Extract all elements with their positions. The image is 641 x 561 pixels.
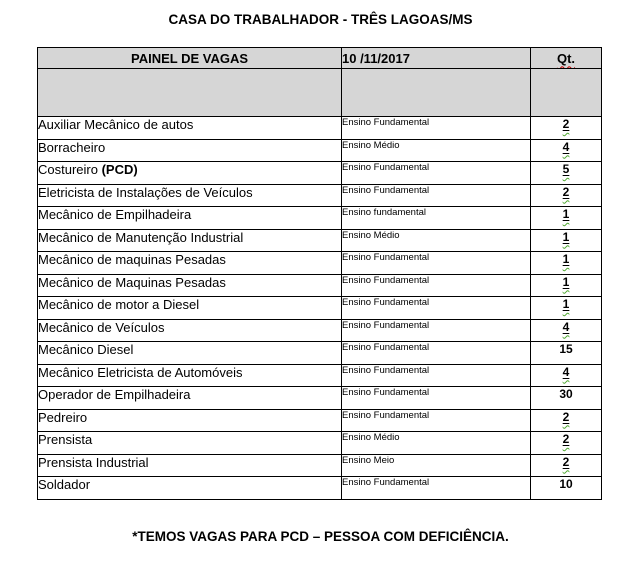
education-level: Ensino Fundamental [342, 364, 531, 387]
quantity-cell [531, 162, 602, 185]
education-level: Ensino Fundamental [342, 297, 531, 320]
job-title-cell [38, 342, 342, 365]
education-level: Ensino Médio [342, 432, 531, 455]
job-title-cell [38, 432, 342, 455]
job-title: Mecânico de Empilhadeira [38, 207, 192, 222]
job-title: Eletricista de Instalações de Veículos [38, 184, 253, 200]
education-level: Ensino Fundamental [342, 477, 531, 500]
header-panel-title: PAINEL DE VAGAS [38, 48, 342, 69]
quantity-value: 2 [562, 184, 570, 199]
quantity-cell [531, 184, 602, 207]
table-row [38, 207, 602, 230]
education-level: Ensino Fundamental [342, 274, 531, 297]
table-row [38, 297, 602, 320]
empty-cell [342, 69, 531, 117]
quantity-cell [531, 207, 602, 230]
job-title-cell [38, 139, 342, 162]
job-title-cell [38, 477, 342, 500]
job-title: Operador de Empilhadeira [38, 387, 191, 402]
education-level: Ensino Médio [342, 139, 531, 162]
quantity-cell [531, 477, 602, 500]
job-title-cell [38, 162, 342, 185]
quantity-value: 2 [562, 409, 570, 424]
quantity-cell [531, 297, 602, 320]
table-row [38, 342, 602, 365]
header-qty-cell [531, 48, 602, 69]
vacancies-table [37, 47, 602, 500]
quantity-cell [531, 117, 602, 140]
job-title-cell [38, 274, 342, 297]
job-title: Mecânico de maquinas Pesadas [38, 252, 226, 267]
quantity-value: 2 [562, 117, 570, 131]
job-title-cell [38, 297, 342, 320]
education-level: Ensino Fundamental [342, 252, 531, 275]
job-title: Mecânico de motor a Diesel [38, 297, 200, 312]
quantity-cell [531, 432, 602, 455]
education-level: Ensino Fundamental [342, 342, 531, 365]
education-level: Ensino Fundamental [342, 387, 531, 410]
empty-cell [531, 69, 602, 117]
quantity-cell [531, 252, 602, 275]
header-date: 10 /11/2017 [342, 48, 531, 69]
job-title-cell [38, 364, 342, 387]
empty-cell [38, 69, 342, 117]
education-level: Ensino Fundamental [342, 319, 531, 342]
table-row [38, 184, 602, 207]
quantity-cell [531, 342, 602, 365]
quantity-cell [531, 409, 602, 432]
education-level: Ensino Fundamental [342, 184, 531, 207]
education-level: Ensino Meio [342, 454, 531, 477]
quantity-cell [531, 319, 602, 342]
job-title-cell [38, 409, 342, 432]
job-title: Costureiro [38, 162, 102, 177]
job-title: Mecânico Diesel [38, 342, 134, 357]
table-row [38, 117, 602, 140]
table-body [38, 117, 602, 500]
quantity-value: 1 [562, 207, 570, 221]
quantity-cell [531, 229, 602, 252]
job-title-cell [38, 319, 342, 342]
table-row [38, 274, 602, 297]
qty-column-label: Qt. [556, 50, 576, 66]
job-title: Mecânico de Maquinas Pesadas [38, 274, 226, 290]
table-row [38, 432, 602, 455]
quantity-value: 2 [562, 454, 570, 469]
job-title-cell [38, 184, 342, 207]
job-title-cell [38, 229, 342, 252]
table-row [38, 229, 602, 252]
table-row [38, 139, 602, 162]
job-title: Prensista [38, 432, 93, 447]
job-title-cell [38, 387, 342, 410]
table-row [38, 477, 602, 500]
footer-note: *TEMOS VAGAS PARA PCD – PESSOA COM DEFICIÊNCIA. [132, 529, 509, 544]
job-title-cell [38, 454, 342, 477]
quantity-cell [531, 364, 602, 387]
quantity-cell [531, 454, 602, 477]
quantity-value: 2 [562, 432, 570, 446]
education-level: Ensino Fundamental [342, 409, 531, 432]
job-title-cell [38, 207, 342, 230]
quantity-value: 1 [562, 229, 570, 244]
job-title: Prensista Industrial [38, 454, 149, 470]
job-title-cell [38, 117, 342, 140]
job-title-cell [38, 252, 342, 275]
quantity-cell [531, 387, 602, 410]
job-title-bold-suffix: (PCD) [101, 162, 138, 177]
education-level: Ensino Fundamental [342, 162, 531, 185]
job-title: Mecânico de Veículos [38, 319, 165, 335]
job-title: Pedreiro [38, 409, 88, 425]
job-title: Mecânico de Manutenção Industrial [38, 229, 244, 245]
quantity-value: 4 [562, 364, 570, 379]
table-header-row [38, 48, 602, 69]
job-title: Borracheiro [38, 139, 106, 155]
table-row [38, 364, 602, 387]
job-title: Auxiliar Mecânico de autos [38, 117, 194, 132]
quantity-value: 1 [562, 252, 570, 266]
quantity-value: 1 [562, 297, 570, 311]
quantity-value: 4 [562, 139, 570, 154]
quantity-value: 5 [562, 162, 570, 176]
education-level: Ensino Médio [342, 229, 531, 252]
table-row [38, 409, 602, 432]
table-row [38, 319, 602, 342]
education-level: Ensino fundamental [342, 207, 531, 230]
quantity-value: 4 [562, 319, 570, 334]
quantity-cell [531, 139, 602, 162]
quantity-value: 1 [562, 274, 570, 289]
quantity-cell [531, 274, 602, 297]
table-row [38, 454, 602, 477]
education-level: Ensino Fundamental [342, 117, 531, 140]
job-title: Mecânico Eletricista de Automóveis [38, 364, 243, 380]
table-row [38, 252, 602, 275]
quantity-value: 15 [559, 342, 573, 356]
page-title: CASA DO TRABALHADOR - TRÊS LAGOAS/MS [168, 12, 473, 27]
job-title: Soldador [38, 477, 91, 492]
quantity-value: 10 [559, 477, 573, 491]
quantity-value: 30 [559, 387, 573, 401]
table-row [38, 387, 602, 410]
empty-spacer-row [38, 69, 602, 117]
table-row [38, 162, 602, 185]
